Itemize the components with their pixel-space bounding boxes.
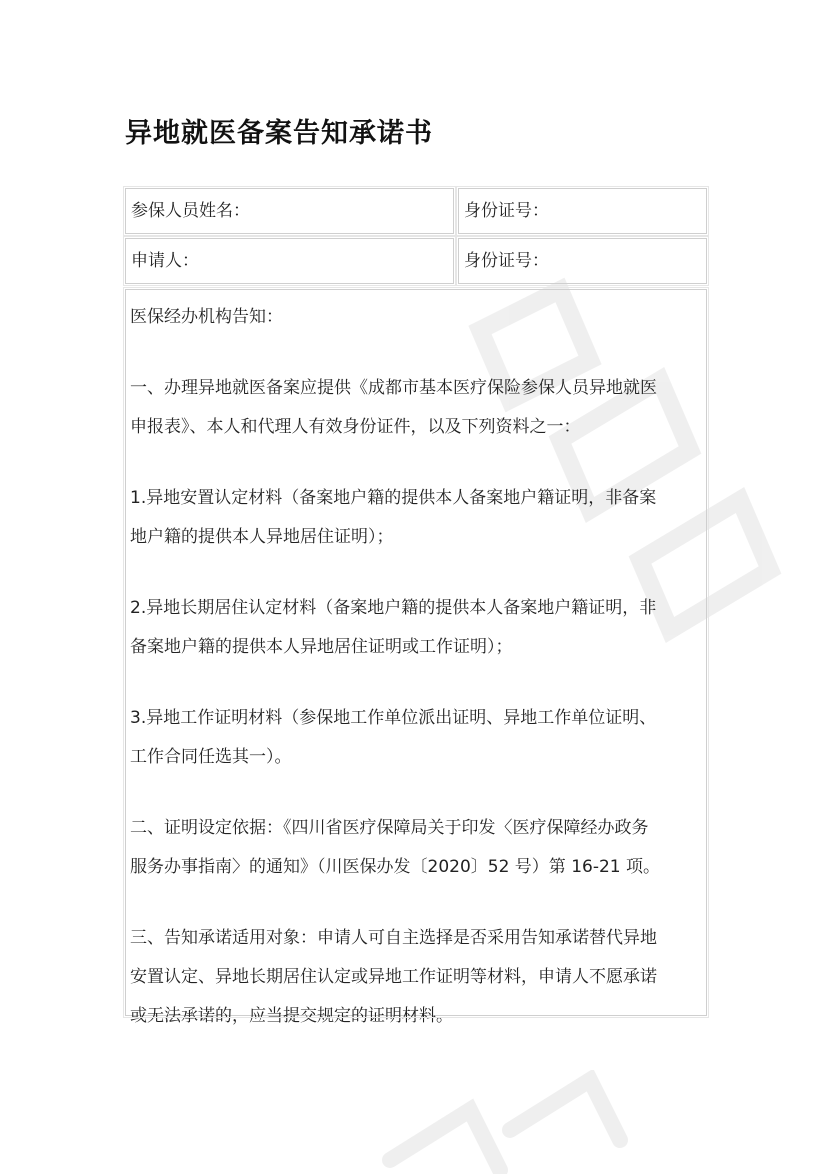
insured-id-number-label: 身份证号： bbox=[464, 201, 549, 221]
applicant-field[interactable] bbox=[125, 238, 454, 284]
notice-sub-1-line-1: 1.异地安置认定材料（备案地户籍的提供本人备案地户籍证明，非备案 bbox=[130, 488, 657, 508]
watermark-bottom bbox=[360, 1070, 660, 1174]
notice-item-1-line-1: 一、办理异地就医备案应提供《成都市基本医疗保险参保人员异地就医 bbox=[130, 378, 657, 398]
notice-sub-3-line-1: 3.异地工作证明材料（参保地工作单位派出证明、异地工作单位证明、 bbox=[130, 708, 657, 728]
notice-item-3-line-2: 安置认定、异地长期居住认定或异地工作证明等材料，申请人不愿承诺 bbox=[130, 967, 657, 987]
notice-item-3-line-3: 或无法承诺的，应当提交规定的证明材料。 bbox=[130, 1006, 453, 1026]
notice-item-1-line-2: 申报表》、本人和代理人有效身份证件，以及下列资料之一： bbox=[130, 417, 581, 437]
page-title: 异地就医备案告知承诺书 bbox=[125, 118, 433, 149]
applicant-label: 申请人： bbox=[131, 251, 199, 271]
notice-sub-2-line-2: 备案地户籍的提供本人异地居住证明或工作证明）； bbox=[130, 637, 513, 657]
insured-name-field[interactable] bbox=[125, 188, 454, 234]
insured-id-number-field[interactable] bbox=[458, 188, 707, 234]
notice-item-3-line-1: 三、告知承诺适用对象：申请人可自主选择是否采用告知承诺替代异地 bbox=[130, 928, 657, 948]
notice-sub-3-line-2: 工作合同任选其一）。 bbox=[130, 747, 292, 767]
notice-item-2-line-2: 服务办事指南〉的通知》（川医保办发〔2020〕52 号）第 16-21 项。 bbox=[130, 857, 661, 877]
insured-name-label: 参保人员姓名： bbox=[131, 201, 250, 221]
notice-section bbox=[125, 289, 707, 1026]
notice-sub-1-line-2: 地户籍的提供本人异地居住证明）； bbox=[130, 527, 394, 547]
notice-heading: 医保经办机构告知： bbox=[130, 307, 283, 327]
applicant-id-number-label: 身份证号： bbox=[464, 251, 549, 271]
notice-item-2-line-1: 二、证明设定依据：《四川省医疗保障局关于印发〈医疗保障经办政务 bbox=[130, 818, 649, 838]
applicant-id-number-field[interactable] bbox=[458, 238, 707, 284]
notice-sub-2-line-1: 2.异地长期居住认定材料（备案地户籍的提供本人备案地户籍证明，非 bbox=[130, 598, 657, 618]
